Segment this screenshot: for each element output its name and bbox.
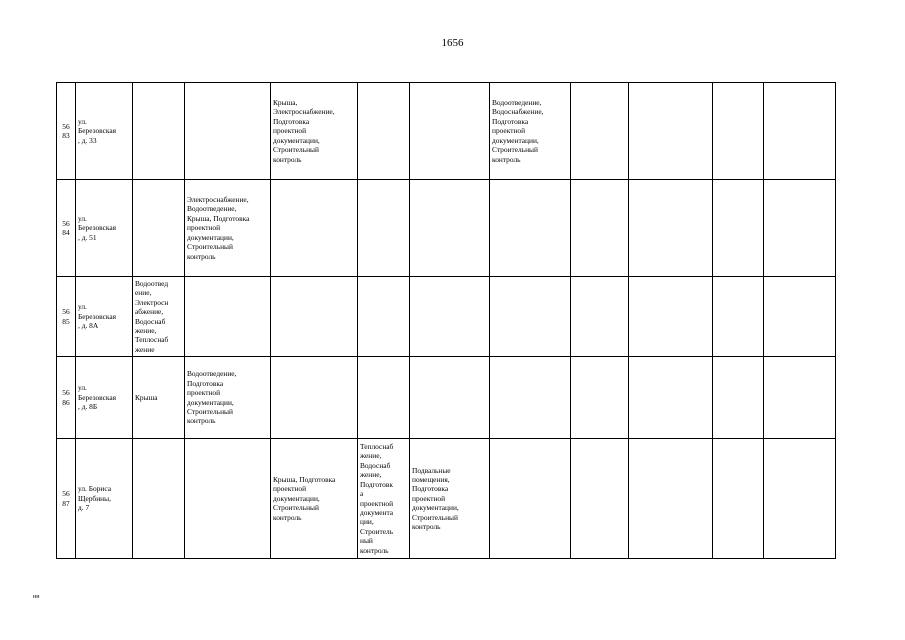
- empty-cell: [713, 180, 764, 277]
- address-cell: ул. Бориса Щербины, д. 7: [76, 439, 133, 559]
- row-number: 56 85: [57, 277, 76, 357]
- work-schedule-table: [56, 82, 836, 559]
- work-cell: [410, 357, 490, 439]
- table-row: [57, 277, 836, 357]
- empty-cell: [764, 277, 836, 357]
- work-cell: [490, 439, 571, 559]
- row-number: 56 86: [57, 357, 76, 439]
- work-cell: [133, 439, 185, 559]
- address-cell: ул. Березовская , д. 33: [76, 83, 133, 180]
- empty-cell: [629, 357, 713, 439]
- work-cell: [490, 357, 571, 439]
- empty-cell: [629, 439, 713, 559]
- work-cell: Крыша, Подготовка проектной документации, Строительный контроль: [271, 439, 358, 559]
- empty-cell: [713, 439, 764, 559]
- work-cell: Крыша: [133, 357, 185, 439]
- table-row: [57, 83, 836, 180]
- empty-cell: [713, 277, 764, 357]
- work-cell: [490, 180, 571, 277]
- footer-mark: нн: [33, 594, 40, 600]
- work-cell: [185, 439, 271, 559]
- empty-cell: [764, 439, 836, 559]
- empty-cell: [764, 357, 836, 439]
- work-cell: Водоотведение, Водоснабжение, Подготовка проектной документации, Строительный контроль: [490, 83, 571, 180]
- empty-cell: [629, 83, 713, 180]
- work-cell: Электроснабжение, Водоотведение, Крыша, Подготовка проектной документации, Строительный контроль: [185, 180, 271, 277]
- work-cell: Водоотвед ение, Электросн абжение, Водоснаб жение, Теплоснаб жение: [133, 277, 185, 357]
- work-cell: [358, 277, 410, 357]
- empty-cell: [571, 180, 629, 277]
- empty-cell: [764, 83, 836, 180]
- work-cell: Крыша, Электроснабжение, Подготовка проектной документации, Строительный контроль: [271, 83, 358, 180]
- work-cell: [271, 277, 358, 357]
- row-number: 56 83: [57, 83, 76, 180]
- work-cell: Подвальные помещения, Подготовка проектной документации, Строительный контроль: [410, 439, 490, 559]
- empty-cell: [571, 277, 629, 357]
- empty-cell: [629, 180, 713, 277]
- work-cell: [133, 83, 185, 180]
- work-cell: [185, 83, 271, 180]
- empty-cell: [713, 357, 764, 439]
- address-cell: ул. Березовская , д. 8А: [76, 277, 133, 357]
- empty-cell: [571, 83, 629, 180]
- row-number: 56 87: [57, 439, 76, 559]
- table-row: [57, 357, 836, 439]
- page-number: 1656: [441, 37, 464, 49]
- work-cell: [490, 277, 571, 357]
- work-cell: [410, 180, 490, 277]
- work-cell: Теплоснаб жение, Водоснаб жение, Подготовк а проектной документа ции, Строитель ный контроль: [358, 439, 410, 559]
- work-cell: [133, 180, 185, 277]
- work-cell: Водоотведение, Подготовка проектной документации, Строительный контроль: [185, 357, 271, 439]
- work-cell: [410, 83, 490, 180]
- work-cell: [358, 83, 410, 180]
- work-cell: [358, 180, 410, 277]
- work-cell: [358, 357, 410, 439]
- work-cell: [271, 357, 358, 439]
- work-cell: [410, 277, 490, 357]
- empty-cell: [764, 180, 836, 277]
- work-cell: [271, 180, 358, 277]
- table-row: [57, 439, 836, 559]
- empty-cell: [713, 83, 764, 180]
- address-cell: ул. Березовская , д. 8Б: [76, 357, 133, 439]
- empty-cell: [571, 357, 629, 439]
- empty-cell: [629, 277, 713, 357]
- work-cell: [185, 277, 271, 357]
- empty-cell: [571, 439, 629, 559]
- table-row: [57, 180, 836, 277]
- row-number: 56 84: [57, 180, 76, 277]
- address-cell: ул. Березовская , д. 51: [76, 180, 133, 277]
